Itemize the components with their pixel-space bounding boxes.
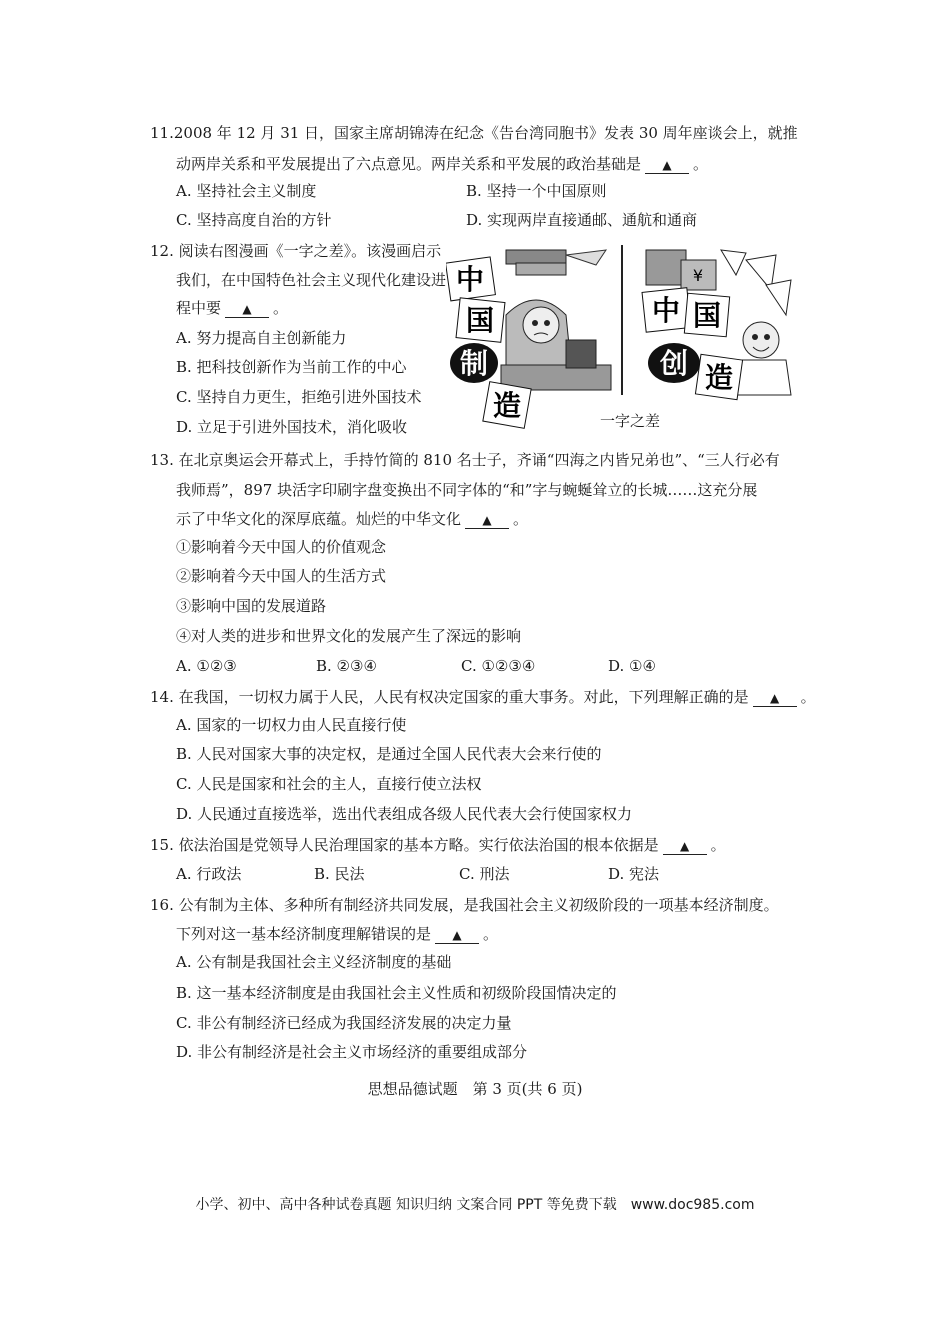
answer-blank: ▲	[225, 301, 269, 318]
q11-stem-line2	[176, 154, 708, 174]
q15-stem-text: 15. 依法治国是党领导人民治理国家的基本方略。实行依法治国的根本依据是	[150, 836, 659, 854]
q15-stem-line1	[150, 835, 726, 855]
q14-option-d: D. 人民通过直接选举，选出代表组成各级人民代表大会行使国家权力	[176, 805, 633, 823]
left-char-4: 造	[492, 389, 522, 422]
q14-stem-text: 14. 在我国，一切权力属于人民，人民有权决定国家的重大事务。对此，下列理解正确的是	[150, 688, 749, 706]
q16-stem-line2	[176, 924, 498, 944]
q16-option-d: D. 非公有制经济是社会主义市场经济的重要组成部分	[176, 1043, 528, 1061]
q16-option-c: C. 非公有制经济已经成为我国经济发展的决定力量	[176, 1014, 512, 1032]
page-footer: 思想品德试题 第 3 页(共 6 页)	[367, 1080, 583, 1098]
answer-blank: ▲	[663, 838, 707, 855]
q14-stem-end: 。	[800, 688, 816, 706]
answer-blank: ▲	[435, 927, 479, 944]
right-char-2: 国	[692, 299, 722, 332]
q11-option-a: A. 坚持社会主义制度	[176, 182, 317, 200]
cartoon-right-panel	[642, 250, 791, 400]
right-char-4: 造	[704, 361, 734, 394]
q15-option-c: C. 刑法	[459, 865, 510, 883]
q12-option-c: C. 坚持自力更生，拒绝引进外国技术	[176, 388, 422, 406]
q12-stem-text: 程中要	[176, 299, 222, 317]
answer-blank: ▲	[753, 690, 797, 707]
q11-option-b: B. 坚持一个中国原则	[466, 182, 607, 200]
right-char-3: 创	[659, 347, 689, 380]
q12-stem-line1: 12. 阅读右图漫画《一字之差》。该漫画启示	[150, 242, 442, 260]
right-char-1: 中	[651, 294, 681, 327]
q13-option-c: C. ①②③④	[461, 657, 536, 675]
q11-stem-text: 动两岸关系和平发展提出了六点意见。两岸关系和平发展的政治基础是	[176, 155, 642, 173]
q12-stem-end: 。	[273, 299, 289, 317]
q13-item-1: ①影响着今天中国人的价值观念	[176, 538, 387, 556]
q15-option-a: A. 行政法	[176, 865, 242, 883]
cartoon-left-panel	[446, 250, 611, 428]
answer-blank: ▲	[645, 157, 689, 174]
q16-stem-line1: 16. 公有制为主体、多种所有制经济共同发展，是我国社会主义初级阶段的一项基本经济制度。	[150, 896, 779, 914]
q11-option-c: C. 坚持高度自治的方针	[176, 211, 332, 229]
cartoon-caption: 一字之差	[600, 412, 661, 430]
q12-option-d: D. 立足于引进外国技术，消化吸收	[176, 418, 408, 436]
q11-stem-line1: 11.2008 年 12 月 31 日，国家主席胡锦涛在纪念《告台湾同胞书》发表 30 周年座谈会上，就推	[150, 124, 798, 142]
q11-stem-end: 。	[693, 155, 709, 173]
q11-option-d: D. 实现两岸直接通邮、通航和通商	[466, 211, 698, 229]
q12-option-b: B. 把科技创新作为当前工作的中心	[176, 358, 407, 376]
q16-option-a: A. 公有制是我国社会主义经济制度的基础	[176, 953, 452, 971]
q13-stem-end: 。	[513, 510, 529, 528]
q14-option-c: C. 人民是国家和社会的主人，直接行使立法权	[176, 775, 482, 793]
q13-stem-text: 示了中华文化的深厚底蕴。灿烂的中华文化	[176, 510, 462, 528]
answer-blank: ▲	[465, 512, 509, 529]
q14-option-a: A. 国家的一切权力由人民直接行使	[176, 716, 407, 734]
q13-item-4: ④对人类的进步和世界文化的发展产生了深远的影响	[176, 627, 522, 645]
q16-option-b: B. 这一基本经济制度是由我国社会主义性质和初级阶段国情决定的	[176, 984, 617, 1002]
q15-option-d: D. 宪法	[608, 865, 660, 883]
q15-stem-end: 。	[710, 836, 726, 854]
q15-option-b: B. 民法	[314, 865, 365, 883]
q13-item-2: ②影响着今天中国人的生活方式	[176, 567, 387, 585]
q12-stem-line2: 我们，在中国特色社会主义现代化建设进	[176, 271, 447, 289]
q13-item-3: ③影响中国的发展道路	[176, 597, 327, 615]
q12-option-a: A. 努力提高自主创新能力	[176, 329, 347, 347]
q14-option-b: B. 人民对国家大事的决定权，是通过全国人民代表大会来行使的	[176, 745, 602, 763]
q13-option-d: D. ①④	[608, 657, 656, 675]
q16-stem-end: 。	[483, 925, 499, 943]
q16-stem-text: 下列对这一基本经济制度理解错误的是	[176, 925, 432, 943]
left-char-1: 中	[455, 263, 485, 296]
q13-option-b: B. ②③④	[316, 657, 377, 675]
q13-stem-line2: 我师焉”，897 块活字印刷字盘变换出不同字体的“和”字与蜿蜒耸立的长城……这充分展	[176, 481, 758, 499]
q13-option-a: A. ①②③	[176, 657, 237, 675]
left-char-2: 国	[465, 304, 495, 337]
right-char-tiles	[642, 288, 743, 400]
q12-stem-line3	[176, 298, 288, 318]
left-char-3: 制	[459, 347, 489, 380]
site-banner: 小学、初中、高中各种试卷真题 知识归纳 文案合同 PPT 等免费下载 www.doc985.com	[195, 1197, 755, 1213]
q14-stem-line1	[150, 687, 816, 707]
q13-stem-line3	[176, 509, 528, 529]
q13-stem-line1: 13. 在北京奥运会开幕式上，手持竹简的 810 名士子，齐诵“四海之内皆兄弟也”、“三人行必有	[150, 451, 780, 469]
svg-text:¥: ¥	[692, 266, 704, 285]
